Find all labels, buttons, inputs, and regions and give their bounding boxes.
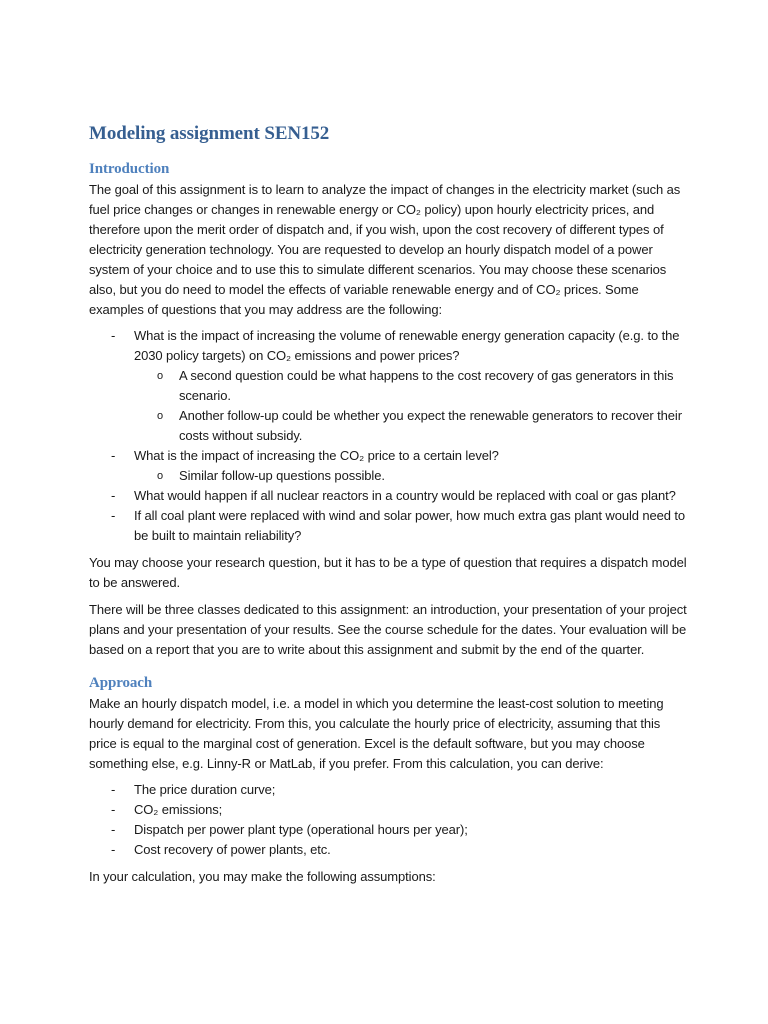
intro-paragraph: The goal of this assignment is to learn to analyze the impact of changes in the electricity market (such as fuel price changes or changes in renewable energy or CO₂ policy) upon hourly electricity prices, and therefore upon the merit order of dispatch and, if you wish, upon the cost recovery of different types of electricity generation technology. You are requested to develop an hourly dispatch model of a power system of your choice and to use this to simulate different scenarios. You may choose these scenarios also, but you do need to model the effects of variable renewable energy and of CO₂ prices. Some examples of questions that you may address are the following: bbox=[89, 182, 681, 317]
dash-bullet: - bbox=[111, 448, 116, 463]
dash-bullet: - bbox=[111, 822, 116, 837]
list-item bbox=[89, 446, 689, 486]
list-item bbox=[89, 780, 689, 800]
sub-list bbox=[89, 366, 689, 446]
list-item-text: What would happen if all nuclear reactors in a country would be replaced with coal or gas plant? bbox=[134, 488, 676, 503]
section-heading-introduction: Introduction bbox=[89, 161, 170, 177]
sub-list-item-text: Similar follow-up questions possible. bbox=[179, 468, 385, 483]
list-item bbox=[89, 820, 689, 840]
dash-bullet: - bbox=[111, 802, 116, 817]
dash-bullet: - bbox=[111, 508, 116, 523]
list-item-text: What is the impact of increasing the CO₂ price to a certain level? bbox=[134, 448, 499, 463]
list-item-text: The price duration curve; bbox=[134, 782, 276, 797]
section-heading-approach: Approach bbox=[89, 675, 153, 691]
dash-bullet: - bbox=[111, 488, 116, 503]
sub-list-item bbox=[89, 366, 689, 406]
list-item bbox=[89, 326, 689, 446]
approach-paragraph: Make an hourly dispatch model, i.e. a model in which you determine the least-cost solution to meeting hourly demand for electricity. From this, you calculate the hourly price of electricity, assuming that this price is equal to the marginal cost of generation. Excel is the default software, but you may choose something else, e.g. Linny-R or MatLab, if you prefer. From this calculation, you can derive: bbox=[89, 696, 664, 771]
list-item bbox=[89, 800, 689, 820]
dash-bullet: - bbox=[111, 842, 116, 857]
research-question-paragraph: You may choose your research question, but it has to be a type of question that requires a dispatch model to be answered. bbox=[89, 555, 687, 590]
dash-bullet: - bbox=[111, 782, 116, 797]
list-item bbox=[89, 486, 689, 506]
sub-list-item bbox=[89, 406, 689, 446]
example-questions-list bbox=[89, 326, 689, 546]
list-item-text: If all coal plant were replaced with wind and solar power, how much extra gas plant would need to be built to maintain reliability? bbox=[134, 508, 686, 543]
list-item-text: CO₂ emissions; bbox=[134, 802, 223, 817]
derive-list bbox=[89, 780, 689, 860]
circle-bullet: o bbox=[157, 410, 164, 422]
list-item bbox=[89, 840, 689, 860]
dash-bullet: - bbox=[111, 328, 116, 343]
list-item bbox=[89, 506, 689, 546]
document-title: Modeling assignment SEN152 bbox=[89, 123, 330, 144]
assumptions-paragraph: In your calculation, you may make the following assumptions: bbox=[89, 869, 436, 884]
sub-list-item-text: Another follow-up could be whether you expect the renewable generators to recover their costs without subsidy. bbox=[179, 408, 682, 443]
document-body bbox=[89, 120, 689, 887]
list-item-text: Cost recovery of power plants, etc. bbox=[134, 842, 331, 857]
classes-paragraph: There will be three classes dedicated to this assignment: an introduction, your presentation of your project plans and your presentation of your results. See the course schedule for the dates. Your evaluation will be based on a report that you are to write about this assignment and submit by the end of the quarter. bbox=[89, 602, 687, 657]
sub-list-item bbox=[89, 466, 689, 486]
circle-bullet: o bbox=[157, 470, 164, 482]
sub-list bbox=[89, 466, 689, 486]
list-item-text: Dispatch per power plant type (operational hours per year); bbox=[134, 822, 468, 837]
circle-bullet: o bbox=[157, 370, 164, 382]
sub-list-item-text: A second question could be what happens to the cost recovery of gas generators in this scenario. bbox=[179, 368, 674, 403]
list-item-text: What is the impact of increasing the volume of renewable energy generation capacity (e.g. to the 2030 policy targets) on CO₂ emissions and power prices? bbox=[134, 328, 680, 363]
